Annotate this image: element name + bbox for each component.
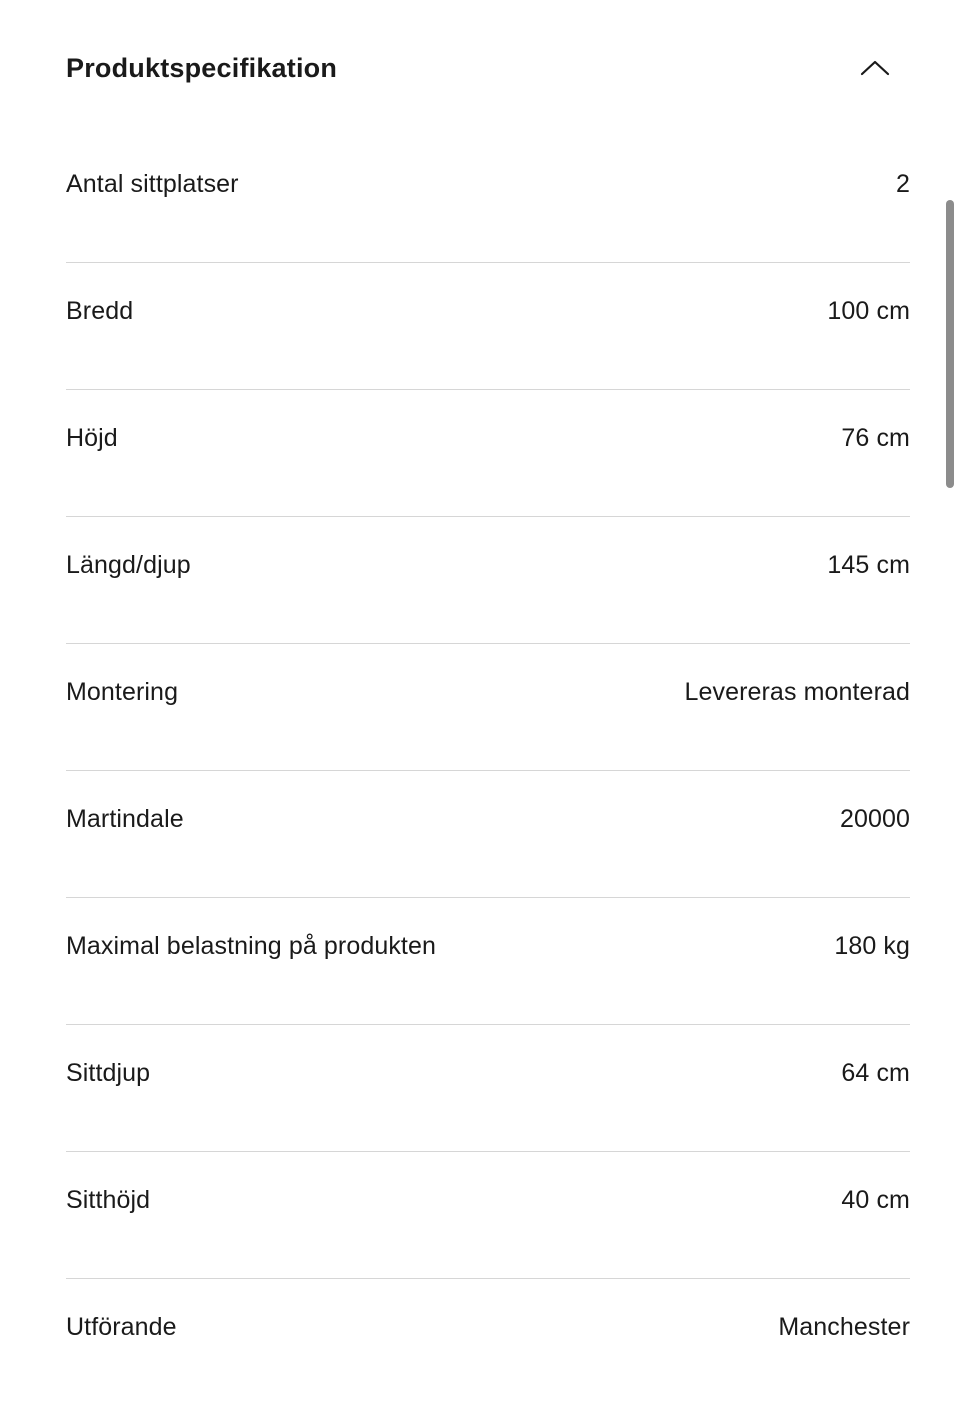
spec-label: Höjd (66, 424, 118, 452)
table-row (66, 1025, 910, 1152)
spec-value: 2 (895, 170, 910, 198)
table-row (66, 771, 910, 898)
table-row (66, 517, 910, 644)
spec-value: 76 cm (841, 424, 910, 452)
table-row (66, 263, 910, 390)
chevron-up-icon[interactable] (854, 47, 896, 89)
section-header[interactable] (66, 0, 910, 136)
scrollbar[interactable] (946, 0, 954, 1428)
spec-label: Bredd (66, 297, 134, 325)
spec-value: Manchester (778, 1313, 910, 1341)
spec-label: Sitthöjd (66, 1186, 151, 1214)
spec-label: Maximal belastning på produkten (66, 932, 436, 960)
table-row (66, 390, 910, 517)
spec-list (66, 142, 910, 1406)
spec-value: 145 cm (827, 551, 910, 579)
spec-label: Sittdjup (66, 1059, 151, 1087)
table-row (66, 1279, 910, 1406)
table-row (66, 644, 910, 771)
spec-value: 40 cm (841, 1186, 910, 1214)
table-row (66, 898, 910, 1025)
table-row (66, 142, 910, 263)
spec-value: 180 kg (834, 932, 910, 960)
spec-label: Längd/djup (66, 551, 191, 579)
spec-value: 100 cm (827, 297, 910, 325)
page-title: Produktspecifikation (66, 52, 338, 83)
spec-label: Martindale (66, 805, 184, 833)
spec-value: 20000 (839, 805, 910, 833)
scrollbar-thumb[interactable] (946, 200, 954, 488)
spec-value: 64 cm (841, 1059, 910, 1087)
spec-label: Montering (66, 678, 179, 706)
spec-label: Utförande (66, 1313, 177, 1341)
spec-value: Levereras monterad (684, 678, 910, 706)
spec-label: Antal sittplatser (66, 170, 239, 198)
table-row (66, 1152, 910, 1279)
